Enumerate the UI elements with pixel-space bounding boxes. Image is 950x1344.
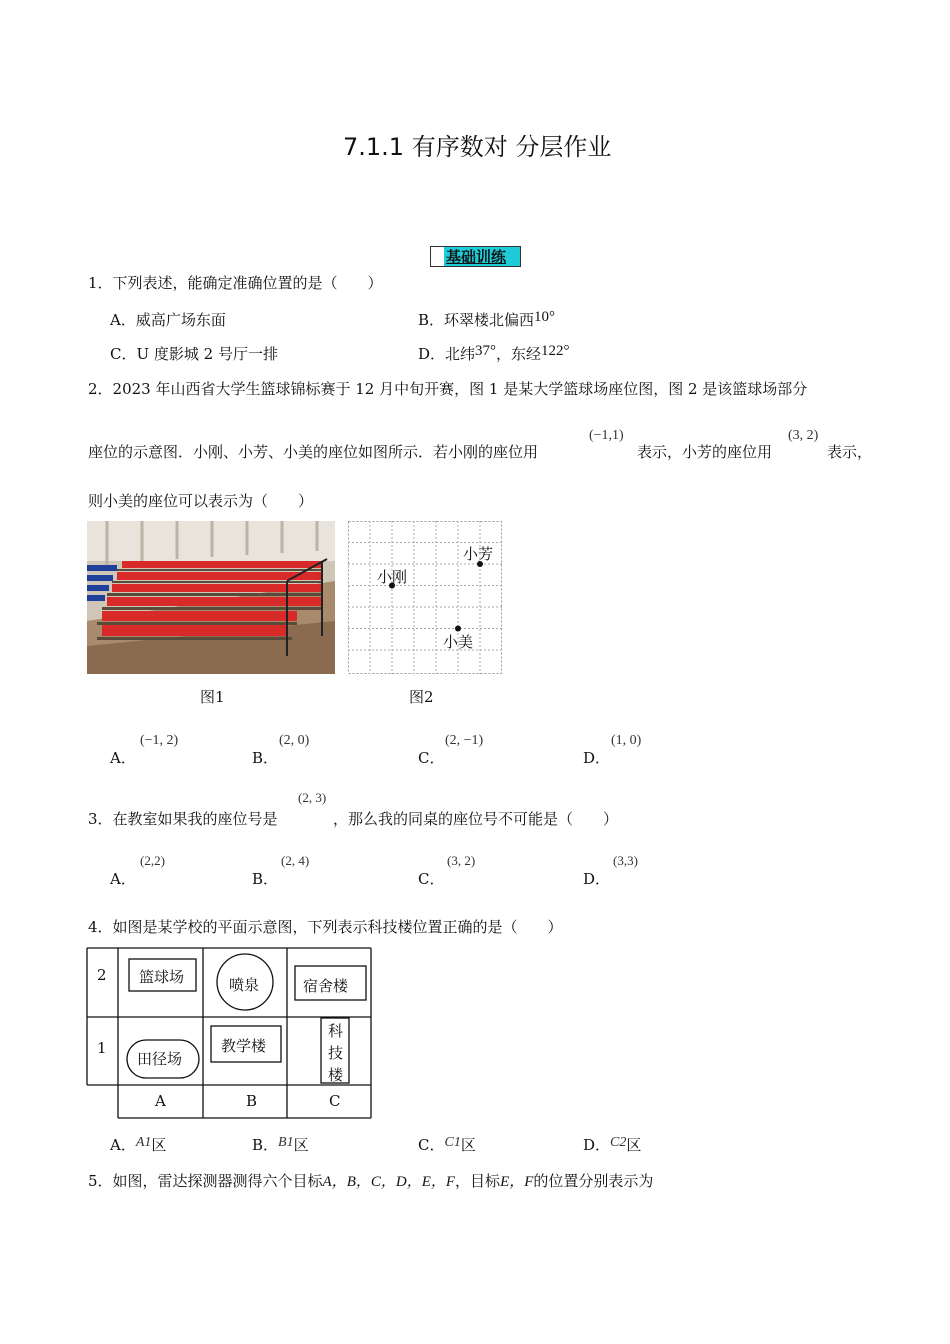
q2-option-b-letter: B． [252, 749, 279, 767]
map-basketball: 篮球场 [139, 968, 185, 986]
q1-option-d-mid: ，东经 [496, 345, 542, 363]
q2-line2c: 表示， [827, 443, 873, 461]
q4-option-b-math: B1 [278, 1135, 294, 1150]
q4-option-b [252, 1134, 309, 1155]
q2-math2: (3, 2) [788, 428, 819, 443]
map-sci-2: 技 [328, 1044, 344, 1062]
label-xiaomei: 小美 [443, 633, 474, 651]
q5-stem-b: ，目标 [455, 1172, 501, 1190]
q3-stem-b: ，那么我的同桌的座位号不可能是（ ） [333, 810, 619, 828]
q2-option-c-math: (2, −1) [445, 733, 484, 748]
map-dorm: 宿舍楼 [303, 977, 349, 995]
q2-option-d-letter: D． [583, 749, 611, 767]
q4-option-c [418, 1134, 476, 1155]
q1-option-d-text: D．北纬 [418, 345, 476, 363]
q4-option-a-suffix: 区 [151, 1136, 167, 1154]
q5-stem-c: 的位置分别表示为 [533, 1172, 654, 1190]
q1-option-d [418, 343, 570, 364]
q3-option-d-letter: D． [583, 870, 611, 888]
q5-stem-a: 5．如图，雷达探测器测得六个目标 [88, 1172, 323, 1190]
q3-option-a-letter: A． [110, 870, 136, 888]
q1-option-d-math1: 37° [475, 343, 497, 359]
q1-stem: 1．下列表述，能确定准确位置的是（ ） [88, 274, 383, 292]
q1-option-b-math: 10° [534, 309, 556, 325]
q2-line2a: 座位的示意图．小刚、小芳、小美的座位如图所示．若小刚的座位用 [88, 443, 539, 461]
q4-option-c-suffix: 区 [460, 1136, 476, 1154]
label-xiaogang: 小刚 [377, 568, 408, 586]
q1-option-a: A．威高广场东面 [110, 311, 226, 329]
map-fountain: 喷泉 [229, 976, 260, 994]
q4-option-c-math: C1 [444, 1135, 461, 1150]
q3-stem-a: 3．在教室如果我的座位号是 [88, 810, 278, 828]
map-sci-1: 科 [328, 1022, 344, 1040]
q4-option-d-letter: D． [583, 1136, 611, 1154]
q1-option-b-text: B．环翠楼北偏西 [418, 311, 535, 329]
q4-option-d-math: C2 [610, 1135, 627, 1150]
q4-option-b-suffix: 区 [293, 1136, 309, 1154]
q3-option-a-math: (2,2) [140, 853, 165, 868]
q2-line2b: 表示，小芳的座位用 [637, 443, 773, 461]
q4-option-d-suffix: 区 [626, 1136, 642, 1154]
page-title: 7.1.1 有序数对 分层作业 [343, 133, 612, 161]
map-row-1: 1 [97, 1039, 107, 1057]
map-col-c: C [329, 1092, 341, 1110]
q5-targets: A，B，C，D，E，F [322, 1174, 456, 1190]
q2-line1: 2．2023 年山西省大学生篮球锦标赛于 12 月中旬开赛，图 1 是某大学篮球场座位图，图 2 是该篮球场部分 [88, 380, 808, 398]
q3-option-b-math: (2, 4) [281, 853, 310, 868]
q4-option-a [110, 1134, 166, 1155]
q4-option-c-letter: C． [418, 1136, 445, 1154]
q3-option-b-letter: B． [252, 870, 279, 888]
map-track: 田径场 [137, 1050, 183, 1068]
map-sci-3: 楼 [328, 1066, 344, 1084]
q1-option-b [418, 309, 555, 330]
q4-option-d [583, 1134, 641, 1155]
map-col-a: A [155, 1092, 166, 1110]
map-teaching: 教学楼 [221, 1037, 267, 1055]
q1-option-d-math2: 122° [541, 343, 570, 359]
q3-option-c-math: (3, 2) [447, 853, 476, 868]
q2-line3: 则小美的座位可以表示为（ ） [88, 492, 314, 510]
q3-option-c-letter: C． [418, 870, 445, 888]
q2-option-a-math: (−1, 2) [140, 733, 179, 748]
q2-option-b-math: (2, 0) [279, 733, 310, 748]
q4-option-b-letter: B． [252, 1136, 279, 1154]
map-col-b: B [246, 1092, 258, 1110]
q4-stem: 4．如图是某学校的平面示意图，下列表示科技楼位置正确的是（ ） [88, 918, 563, 936]
q4-option-a-math: A1 [135, 1135, 152, 1150]
q3-option-d-math: (3,3) [613, 853, 638, 868]
section-label: 基础训练 [446, 248, 507, 266]
q5-ef: E，F [500, 1174, 534, 1190]
stadium-seats-photo [87, 521, 335, 674]
q2-math1: (−1,1) [589, 428, 624, 443]
map-row-2: 2 [97, 966, 107, 984]
q2-option-c-letter: C． [418, 749, 445, 767]
label-xiaofang: 小芳 [463, 545, 494, 563]
q3-stem-math: (2, 3) [298, 790, 327, 805]
q2-option-d-math: (1, 0) [611, 733, 642, 748]
q2-option-a-letter: A． [110, 749, 136, 767]
fig1-caption: 图1 [200, 688, 225, 706]
q5-stem [88, 1170, 653, 1191]
fig2-caption: 图2 [409, 688, 434, 706]
q1-option-c: C．U 度影城 2 号厅一排 [110, 345, 278, 363]
q4-option-a-letter: A． [110, 1136, 136, 1154]
